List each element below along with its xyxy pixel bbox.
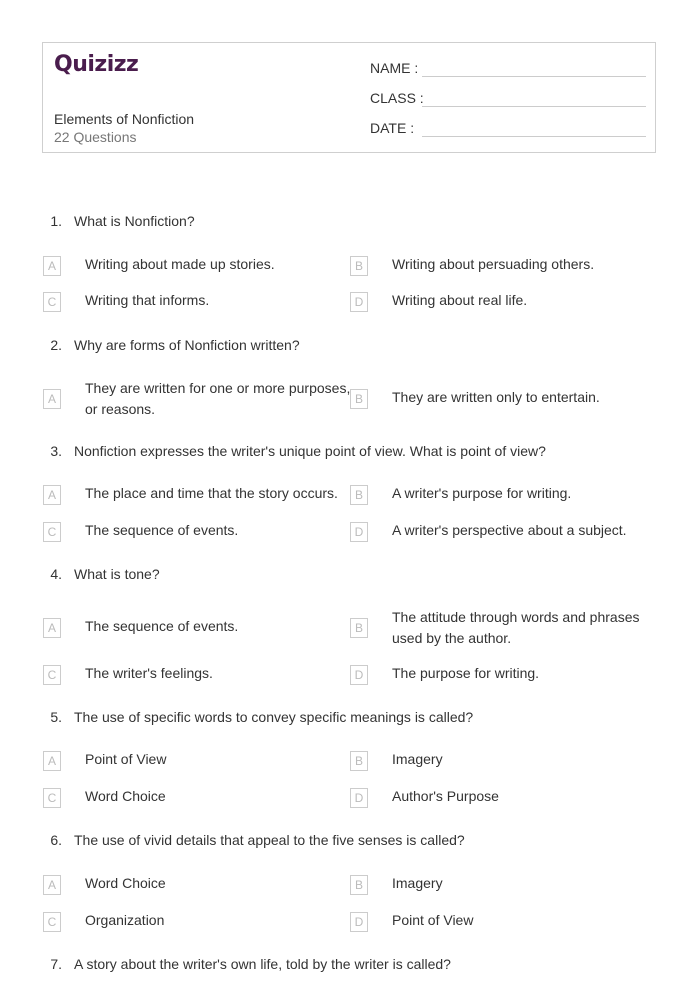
question-number: 3. <box>50 443 62 459</box>
question-number: 5. <box>50 709 62 725</box>
option-text: A writer's purpose for writing. <box>392 485 572 501</box>
option-text: They are written for one or more purposes, or reasons. <box>85 380 351 417</box>
option-letter-box: C <box>43 665 61 685</box>
option-letter-box: D <box>350 788 368 808</box>
quizizz-logo: Quizizz <box>54 52 139 77</box>
option-letter-box: A <box>43 256 61 276</box>
date-label: DATE : <box>370 120 415 136</box>
class-field[interactable] <box>370 90 424 106</box>
question-number: 1. <box>50 213 62 229</box>
question-text: Nonfiction expresses the writer's unique point of view. What is point of view? <box>74 443 546 459</box>
option-letter-box: B <box>350 485 368 505</box>
option-letter-box: D <box>350 665 368 685</box>
date-line[interactable] <box>422 136 646 137</box>
name-line[interactable] <box>422 76 646 77</box>
question-text: What is tone? <box>74 566 160 582</box>
date-field[interactable] <box>370 120 414 136</box>
option-letter-box: D <box>350 912 368 932</box>
option-letter-box: B <box>350 751 368 771</box>
option-text: The sequence of events. <box>85 618 239 634</box>
question-number: 6. <box>50 832 62 848</box>
name-label: NAME : <box>370 60 419 76</box>
question-text: What is Nonfiction? <box>74 213 195 229</box>
option-text: Organization <box>85 912 165 928</box>
option-text: The sequence of events. <box>85 522 239 538</box>
option-text: Word Choice <box>85 875 166 891</box>
option-letter-box: A <box>43 618 61 638</box>
option-text: The purpose for writing. <box>392 665 540 681</box>
option-letter-box: A <box>43 389 61 409</box>
question-number: 7. <box>50 956 62 972</box>
question-number: 2. <box>50 337 62 353</box>
option-text: The writer's feelings. <box>85 665 213 681</box>
question-text: A story about the writer's own life, told by the writer is called? <box>74 956 451 972</box>
class-label: CLASS : <box>370 90 424 106</box>
option-letter-box: C <box>43 292 61 312</box>
option-text: Writing that informs. <box>85 292 210 308</box>
option-text: A writer's perspective about a subject. <box>392 522 627 538</box>
name-field[interactable] <box>370 60 418 76</box>
option-text: The attitude through words and phrases used by the author. <box>392 609 640 646</box>
option-text: Writing about real life. <box>392 292 528 308</box>
option-text: Point of View <box>85 751 167 767</box>
option-letter-box: D <box>350 522 368 542</box>
option-letter-box: B <box>350 618 368 638</box>
option-letter-box: D <box>350 292 368 312</box>
worksheet-header <box>42 42 656 153</box>
option-text: Writing about made up stories. <box>85 256 275 272</box>
question-count: 22 Questions <box>54 129 137 145</box>
option-letter-box: B <box>350 256 368 276</box>
option-letter-box: A <box>43 875 61 895</box>
option-text: The place and time that the story occurs. <box>85 485 338 501</box>
option-text: Point of View <box>392 912 474 928</box>
question-text: The use of vivid details that appeal to the five senses is called? <box>74 832 465 848</box>
class-line[interactable] <box>422 106 646 107</box>
option-letter-box: B <box>350 389 368 409</box>
option-text: Word Choice <box>85 788 166 804</box>
option-text: Imagery <box>392 875 443 891</box>
question-text: Why are forms of Nonfiction written? <box>74 337 300 353</box>
option-text: Imagery <box>392 751 443 767</box>
option-letter-box: B <box>350 875 368 895</box>
option-letter-box: C <box>43 788 61 808</box>
question-text: The use of specific words to convey specific meanings is called? <box>74 709 474 725</box>
option-letter-box: A <box>43 485 61 505</box>
option-letter-box: A <box>43 751 61 771</box>
option-letter-box: C <box>43 912 61 932</box>
question-number: 4. <box>50 566 62 582</box>
option-letter-box: C <box>43 522 61 542</box>
option-text: Writing about persuading others. <box>392 256 595 272</box>
option-text: Author's Purpose <box>392 788 499 804</box>
option-text: They are written only to entertain. <box>392 389 600 405</box>
worksheet-title: Elements of Nonfiction <box>54 111 195 127</box>
